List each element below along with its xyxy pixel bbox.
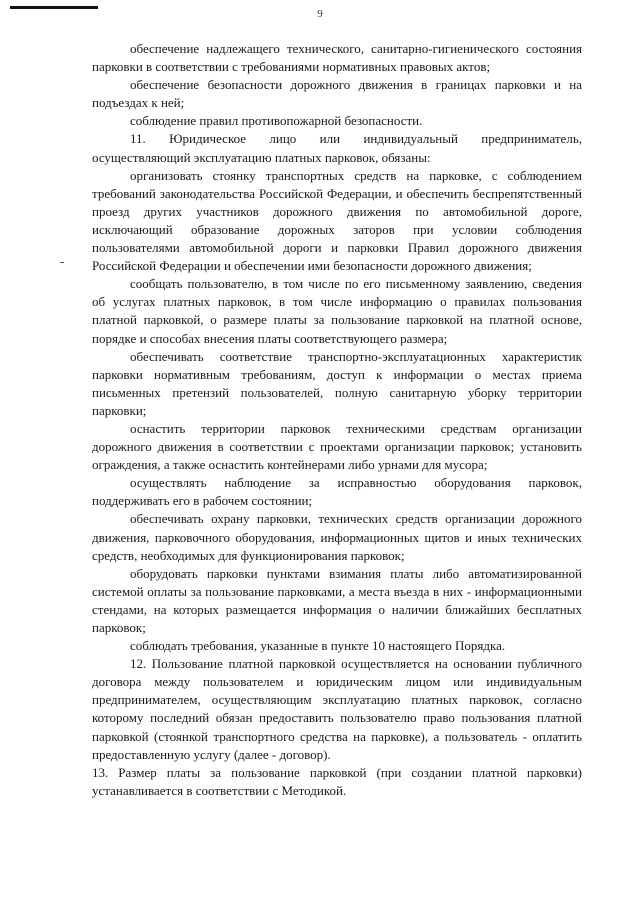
paragraph-monitor-equipment: осуществлять наблюдение за исправностью оборудования парковок, поддерживать его в рабочем состоянии; [92,475,582,509]
page-number: 9 [317,8,323,20]
paragraph-fire-safety: соблюдение правил противопожарной безопасности. [130,113,423,129]
paragraph-payment-points: оборудовать парковки пунктами взимания платы либо автоматизированной системой оплаты за пользование парковками, а места въезда в них - информационными стендами, на которых размещается информация о наличии ближайших бесплатных парковок; [92,565,582,635]
paragraph-clause-10-requirements: соблюдать требования, указанные в пункте 10 настоящего Порядка. [130,638,506,654]
clause-12: 12. Пользование платной парковкой осуществляется на основании публичного договора между пользователем и юридическим лицом или индивидуальным предпринимателем, осуществляющим эксплуатацию платных парковок, согласно которому последний обязан предоставить пользователю право пользования платной парковкой (стоянкой транспортного средства на парковке), а пользователь - оплатить предоставленную услугу (далее - договор). [92,656,582,762]
paragraph-security: обеспечивать охрану парковки, технических средств организации дорожного движения, парковочного оборудования, информационных щитов и иных технических средств, необходимых для функционирования парковок; [92,511,582,563]
clause-11-heading: 11. Юридическое лицо или индивидуальный предприниматель, осуществляющий эксплуатацию платных парковок, обязаны: [92,131,582,165]
paragraph-organize-parking: организовать стоянку транспортных средств на парковке, с соблюдением требований законодательства Российской Федерации, и обеспечить беспрепятственный проезд других участников дорожного движения по автомобильной дороге, исключающий образование дорожных заторов при условии соблюдения пользователями автомобильной дороги и парковки Правил дорожного движения Российской Федерации и обеспечении ими безопасности дорожного движения; [92,167,582,274]
margin-mark [60,262,64,263]
clause-13: 13. Размер платы за пользование парковкой (при создании платной парковки) устанавливается в соответствии с Методикой. [92,764,582,798]
paragraph-equip-territory: оснастить территории парковок техническими средствам организации дорожного движения в соответствии с проектами организации парковок; установить ограждения, а также оснастить контейнерами либо урнами для мусора; [92,420,582,473]
paragraph-compliance-characteristics: обеспечивать соответствие транспортно-эксплуатационных характеристик парковки нормативным требованиям, доступ к информации о местах приема письменных претензий пользователей, полную санитарную уборку территории парковки; [92,348,582,418]
document-body [92,40,582,800]
paragraph-sanitary-condition: обеспечение надлежащего технического, санитарно-гигиенического состояния парковки в соответствии с требованиями нормативных правовых актов; [92,41,582,75]
paragraph-inform-user: сообщать пользователю, в том числе по его письменному заявлению, сведения об услугах платных парковок, в том числе информацию о правилах пользования платной парковкой, о размере платы за пользование парковкой на платной основе, порядке и способах внесения платы соответствующего размера; [92,276,582,346]
paragraph-traffic-safety: обеспечение безопасности дорожного движения в границах парковки и на подъездах к ней; [92,77,582,111]
